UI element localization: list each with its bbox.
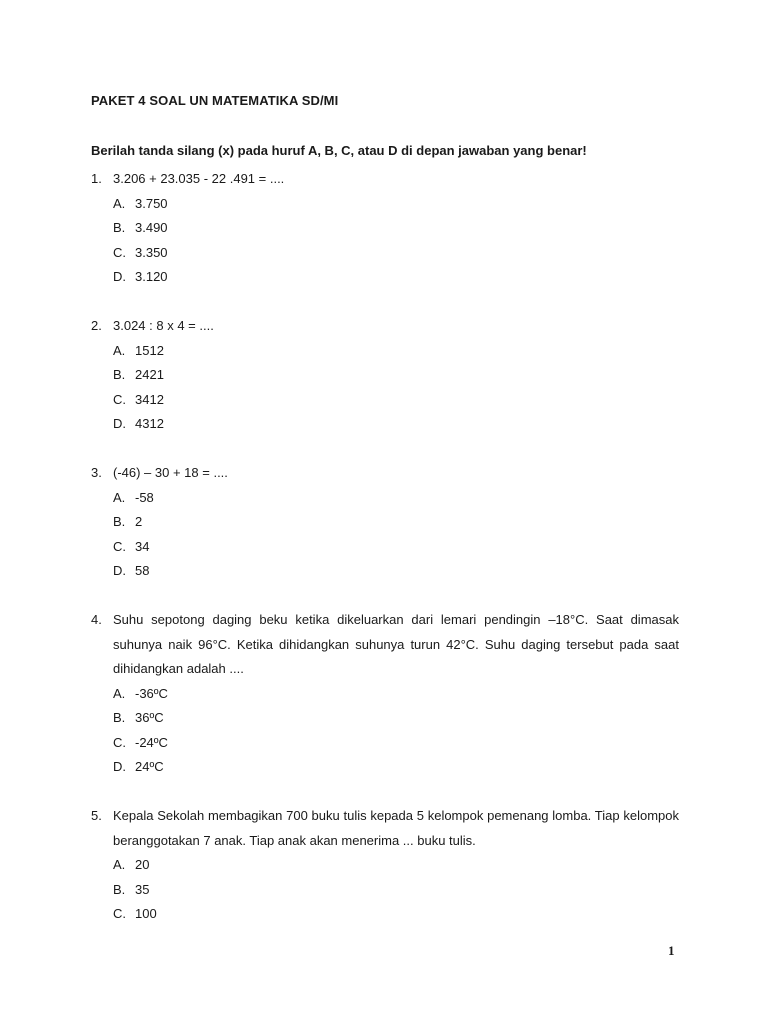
answer-option xyxy=(113,339,679,364)
answer-option xyxy=(113,486,679,511)
option-letter: A. xyxy=(113,342,126,358)
option-text: 4312 xyxy=(135,416,164,432)
option-letter: D. xyxy=(113,563,126,579)
question-number: 5. xyxy=(91,808,102,824)
answer-option xyxy=(113,192,679,217)
question-item xyxy=(91,314,679,437)
option-letter: B. xyxy=(113,367,126,383)
option-letter: D. xyxy=(113,759,126,775)
answer-option xyxy=(113,265,679,290)
document-title: PAKET 4 SOAL UN MATEMATIKA SD/MI xyxy=(91,93,339,108)
option-text: 24ºC xyxy=(135,759,164,775)
question-number: 2. xyxy=(91,317,102,333)
answer-options xyxy=(113,682,679,780)
answer-option xyxy=(113,388,679,413)
option-text: 100 xyxy=(135,906,157,922)
answer-option xyxy=(113,559,679,584)
answer-options xyxy=(113,192,679,290)
option-letter: B. xyxy=(113,710,126,726)
answer-option xyxy=(113,510,679,535)
option-text: 3.120 xyxy=(135,269,168,285)
answer-option xyxy=(113,853,679,878)
answer-option xyxy=(113,412,679,437)
option-letter: B. xyxy=(113,881,126,897)
option-letter: C. xyxy=(113,734,126,750)
option-text: 20 xyxy=(135,857,150,873)
option-text: 3412 xyxy=(135,391,164,407)
option-letter: D. xyxy=(113,416,126,432)
option-letter: D. xyxy=(113,269,126,285)
question-number: 3. xyxy=(91,464,102,480)
option-letter: C. xyxy=(113,538,126,554)
question-number: 1. xyxy=(91,171,102,186)
option-text: -58 xyxy=(135,489,154,505)
question-item xyxy=(91,608,679,780)
question-item xyxy=(91,804,679,927)
question-stem xyxy=(91,608,679,682)
option-letter: C. xyxy=(113,391,126,407)
page-number: 1 xyxy=(668,943,675,958)
answer-option xyxy=(113,241,679,266)
option-text: 2421 xyxy=(135,367,164,383)
answer-option xyxy=(113,731,679,756)
option-letter: C. xyxy=(113,244,126,260)
answer-options xyxy=(113,339,679,437)
question-text: (-46) – 30 + 18 = .... xyxy=(113,464,228,480)
answer-option xyxy=(113,902,679,927)
option-text: 36ºC xyxy=(135,710,164,726)
answer-options xyxy=(113,853,679,927)
option-text: 34 xyxy=(135,538,150,554)
question-text: Kepala Sekolah membagikan 700 buku tulis kepada 5 kelompok pemenang lomba. Tiap kelompok beranggotakan 7 anak. Tiap anak akan menerima ... buku tulis. xyxy=(113,808,679,848)
answer-option xyxy=(113,535,679,560)
option-text: -24ºC xyxy=(135,734,168,750)
question-stem xyxy=(91,167,679,192)
question-item xyxy=(91,461,679,584)
answer-option xyxy=(113,363,679,388)
option-text: 35 xyxy=(135,881,150,897)
option-letter: B. xyxy=(113,220,126,236)
answer-options xyxy=(113,486,679,584)
answer-option xyxy=(113,706,679,731)
option-text: 3.750 xyxy=(135,195,168,211)
option-text: 3.490 xyxy=(135,220,168,236)
question-text: 3.024 : 8 x 4 = .... xyxy=(113,317,214,333)
answer-option xyxy=(113,682,679,707)
question-list xyxy=(91,167,679,951)
option-letter: A. xyxy=(113,195,126,211)
option-text: 58 xyxy=(135,563,150,579)
question-stem xyxy=(91,314,679,339)
option-letter: C. xyxy=(113,906,126,922)
option-text: 2 xyxy=(135,514,143,530)
answer-option xyxy=(113,216,679,241)
option-text: 1512 xyxy=(135,342,164,358)
question-stem xyxy=(91,804,679,853)
option-text: -36ºC xyxy=(135,685,168,701)
option-letter: A. xyxy=(113,857,126,873)
question-text: 3.206 + 23.035 - 22 .491 = .... xyxy=(113,171,285,186)
question-stem xyxy=(91,461,679,486)
instruction-text: Berilah tanda silang (x) pada huruf A, B, C, atau D di depan jawaban yang benar! xyxy=(91,143,587,158)
option-letter: A. xyxy=(113,685,126,701)
option-letter: A. xyxy=(113,489,126,505)
answer-option xyxy=(113,878,679,903)
question-item xyxy=(91,167,679,290)
question-text: Suhu sepotong daging beku ketika dikeluarkan dari lemari pendingin –18°C. Saat dimasak suhunya naik 96°C. Ketika dihidangkan suhunya turun 42°C. Suhu daging tersebut pada saat dihidangkan adalah .... xyxy=(113,611,679,677)
option-text: 3.350 xyxy=(135,244,168,260)
option-letter: B. xyxy=(113,514,126,530)
question-number: 4. xyxy=(91,611,102,627)
answer-option xyxy=(113,755,679,780)
